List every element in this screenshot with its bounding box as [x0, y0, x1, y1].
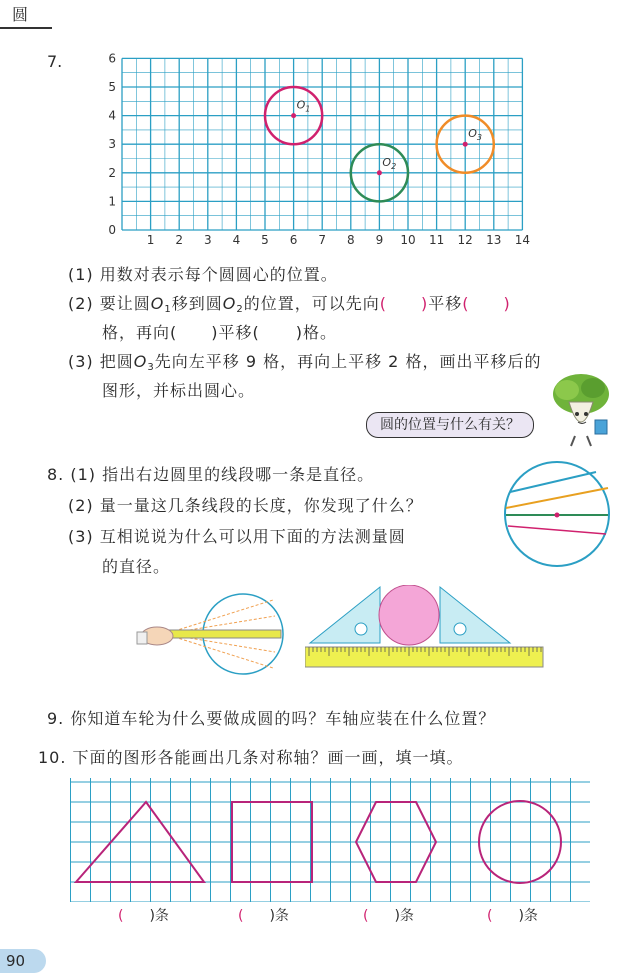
vegetable-mascot-illustration — [545, 372, 617, 448]
q8-line3: (3) 互相说说为什么可以用下面的方法测量圆 — [68, 527, 406, 546]
set-squares-illustration — [305, 585, 545, 673]
q8-line1: 8. (1) 指出右边圆里的线段哪一条是直径。 — [47, 465, 375, 484]
q8-line2: (2) 量一量这几条线段的长度，你发现了什么？ — [68, 496, 423, 515]
x-tick-label: 2 — [175, 233, 184, 247]
y-tick-label: 0 — [108, 223, 116, 237]
q7-part2-line2 — [102, 320, 337, 343]
x-tick-label: 14 — [514, 233, 531, 247]
x-tick-label: 10 — [400, 233, 416, 247]
circle-label-O1: $O_1$ — [296, 98, 311, 114]
q7-part3-text-a: (3) 把圆 — [68, 352, 134, 371]
x-tick-label: 11 — [428, 233, 445, 247]
x-tick-label: 7 — [318, 233, 327, 247]
x-tick-label: 9 — [375, 233, 384, 247]
x-tick-label: 1 — [146, 233, 155, 247]
q7-part3-line2: 图形，并标出圆心。 — [102, 381, 256, 400]
q7-coordinate-grid — [100, 52, 540, 252]
y-tick-label: 3 — [108, 137, 116, 152]
q10-answer-hexagon[interactable]: ( )条 — [363, 908, 414, 924]
o2-sub: 2 — [236, 304, 244, 315]
center-dot-O3 — [463, 142, 468, 147]
q7-part2-text-b: 移到圆 — [171, 294, 223, 313]
chapter-title: 圆 — [12, 5, 29, 24]
q10-text: 10. 下面的图形各能画出几条对称轴？画一画，填一填。 — [38, 748, 464, 767]
q10-grid-lines — [70, 778, 590, 902]
x-tick-label: 8 — [346, 233, 355, 247]
q7-part2-line2-a: 格，再向( — [102, 323, 178, 342]
o3-label: O — [133, 352, 148, 371]
y-tick-label: 2 — [108, 165, 116, 180]
circle-label-O2: $O_2$ — [382, 155, 397, 171]
q7-part1: (1) 用数对表示每个圆圆心的位置。 — [68, 265, 338, 284]
center-dot-O2 — [377, 170, 382, 175]
q7-number: 7. — [47, 52, 63, 71]
circle-segments-figure — [500, 458, 616, 568]
o1-sub: 1 — [164, 304, 172, 315]
header-rule — [0, 27, 52, 29]
thought-bubble: 圆的位置与什么有关？ — [366, 412, 534, 438]
y-tick-label: 4 — [108, 108, 116, 123]
q8-line4: 的直径。 — [102, 557, 171, 576]
q7-blank-direction-1[interactable]: ( ) — [379, 294, 429, 313]
q9-text: 9. 你知道车轮为什么要做成圆的吗？车轴应装在什么位置？ — [47, 709, 496, 728]
q7-part3-text-b: 先向左平移 9 格，再向上平移 2 格，画出平移后的 — [154, 352, 542, 371]
q7-part2-line1 — [68, 291, 511, 315]
x-tick-label: 6 — [289, 233, 298, 247]
q7-part2-text-c: 的位置，可以先向 — [243, 294, 380, 313]
q10-answer-triangle[interactable]: ( )条 — [118, 908, 169, 924]
x-tick-label: 4 — [232, 233, 241, 247]
x-tick-label: 12 — [457, 233, 473, 247]
circle-label-O3: $O_3$ — [468, 127, 482, 143]
grid-lines — [122, 58, 522, 230]
grid-axis-labels — [108, 52, 530, 247]
x-tick-label: 3 — [203, 233, 212, 247]
o2-label: O — [222, 294, 237, 313]
ruler-measuring-illustration — [135, 582, 295, 682]
q10-answer-circle[interactable]: ( )条 — [487, 908, 538, 924]
q7-blank-steps-1[interactable]: ( ) — [462, 294, 511, 313]
q7-part2-line2-c: )格。 — [295, 323, 337, 342]
q7-part3-line1 — [68, 349, 541, 373]
o1-label: O — [150, 294, 165, 313]
page-number: 90 — [0, 949, 46, 973]
x-tick-label: 5 — [261, 233, 269, 247]
o3-sub: 3 — [147, 362, 155, 373]
q10-answer-square[interactable]: ( )条 — [238, 908, 289, 924]
q7-part2-text-a: (2) 要让圆 — [68, 294, 151, 313]
y-tick-label: 1 — [108, 194, 116, 209]
x-tick-label: 13 — [486, 233, 502, 247]
center-dot-O1 — [291, 113, 296, 118]
y-tick-label: 6 — [108, 52, 116, 66]
q7-part2-line2-b: )平移( — [211, 323, 260, 342]
symmetry-shapes-grid — [70, 778, 590, 902]
q7-part2-text-d: 平移 — [428, 294, 463, 313]
y-tick-label: 5 — [108, 80, 116, 94]
